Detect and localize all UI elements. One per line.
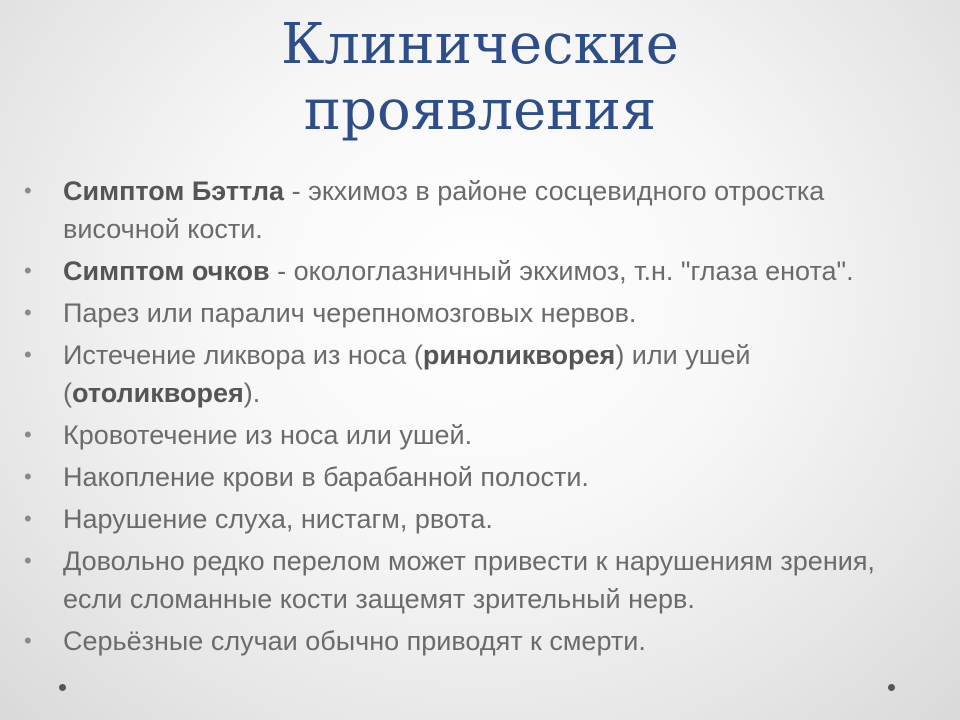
term-bold: отоликворея <box>72 378 244 408</box>
decorative-dot-left <box>59 684 66 691</box>
list-item <box>24 336 939 412</box>
bullet-list <box>24 172 939 664</box>
term-bold: Симптом Бэттла <box>63 176 285 206</box>
list-item <box>24 416 939 454</box>
bullet-icon: • <box>24 506 32 531</box>
slide-title <box>0 12 960 144</box>
list-item <box>24 252 939 290</box>
list-item <box>24 622 939 660</box>
bullet-icon: • <box>24 178 32 203</box>
term-bold: риноликворея <box>422 340 616 370</box>
item-text: Парез или паралич черепномозговых нервов. <box>63 298 637 328</box>
item-text: Довольно редко перелом может привести к нарушениям зрения, если сломанные кости защемят зрительный нерв. <box>63 546 875 614</box>
list-item <box>24 500 939 538</box>
slide-title-line-2: проявления <box>303 78 657 143</box>
bullet-icon: • <box>24 300 32 325</box>
list-item <box>24 294 939 332</box>
slide-title-line-1: Клинические <box>281 12 679 77</box>
bullet-icon: • <box>24 464 32 489</box>
list-item <box>24 542 939 618</box>
bullet-icon: • <box>24 342 32 367</box>
bullet-icon: • <box>24 422 32 447</box>
bullet-icon: • <box>24 628 32 653</box>
bullet-icon: • <box>24 258 32 283</box>
item-text-mid: ) или ушей ( <box>63 340 751 408</box>
decorative-dot-right <box>888 684 895 691</box>
item-text-post: ). <box>243 378 261 408</box>
bullet-icon: • <box>24 548 32 573</box>
item-text: Кровотечение из носа или ушей. <box>63 420 473 450</box>
item-text: Накопление крови в барабанной полости. <box>63 462 589 492</box>
item-text: Нарушение слуха, нистагм, рвота. <box>63 504 493 534</box>
list-item <box>24 458 939 496</box>
item-text: - окологлазничный экхимоз, т.н. "глаза енота". <box>269 256 854 286</box>
item-text: - экхимоз в районе сосцевидного отростка височной кости. <box>63 176 825 244</box>
list-item <box>24 172 939 248</box>
item-text: Серьёзные случаи обычно приводят к смерти. <box>63 626 646 656</box>
term-bold: Симптом очков <box>63 256 270 286</box>
item-text-pre: Истечение ликвора из носа ( <box>63 340 423 370</box>
